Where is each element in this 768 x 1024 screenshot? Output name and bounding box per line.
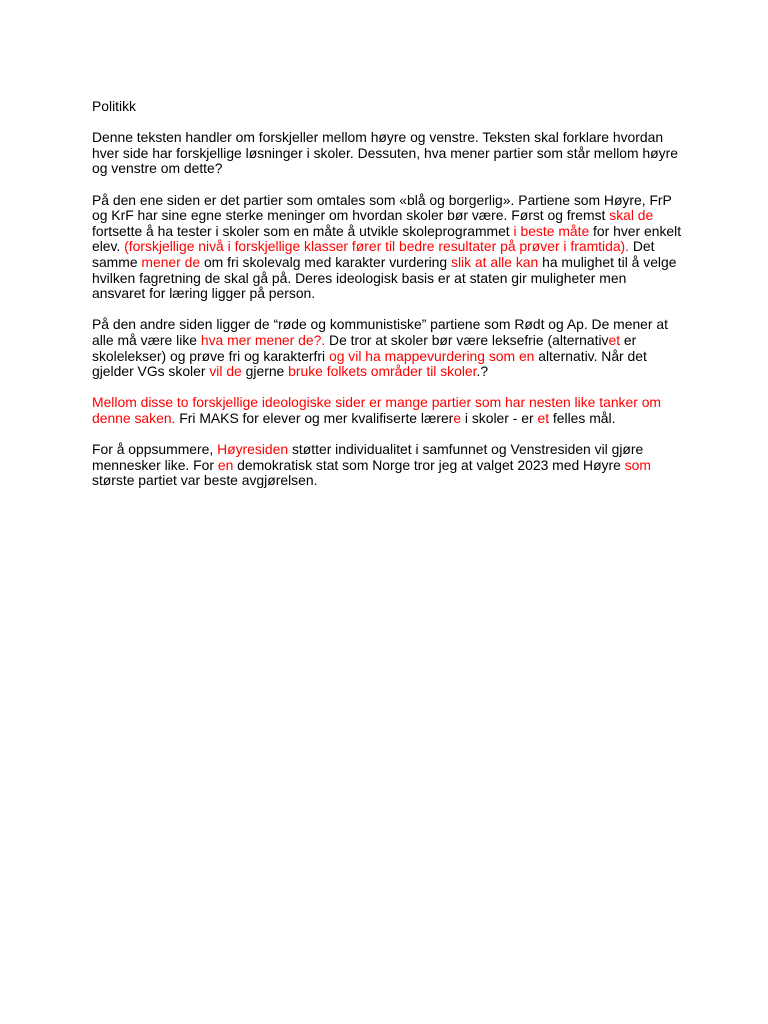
highlighted-text: Mellom disse to forskjellige ideologiske sider er mange partier som har nesten like tanker om denne saken. [92,394,662,426]
document-title: Politikk [92,98,136,114]
text-run: .? [476,363,489,380]
text-run: demokratisk stat som Norge tror jeg at valget 2023 med Høyre [233,456,625,473]
text-run: for hver enkelt elev. [92,222,682,255]
paragraph-intro [92,130,682,177]
text-run: støtter individualitet i samfunnet og Venstresiden vil gjøre mennesker like. For [92,441,644,473]
highlighted-text: (forskjellige nivå i forskjellige klasser fører til bedre resultater på prøver i framtida). [124,238,630,255]
paragraph-conclusion [92,442,682,489]
text-run: Fri MAKS for elever og mer kvalifiserte lærer [175,409,454,426]
text-run: De tror at skoler bør være leksefrie (alternativ [325,331,609,348]
text-run: største partiet var beste avgjørelsen. [92,472,318,489]
text-run: om fri skolevalg med karakter vurdering [200,253,451,270]
highlighted-text: mener de [141,253,201,270]
text-run: fortsette å ha tester i skoler som en måte å utvikle skoleprogrammet [92,222,514,239]
highlighted-text: e [453,409,462,426]
highlighted-text: en [217,456,234,473]
paragraph-left-side [92,317,682,379]
highlighted-text: et [608,331,621,348]
text-run: På den ene siden er det partier som omtales som «blå og borgerlig». Partiene som Høyre, FrP og KrF har sine egne sterke meninger om hvordan skoler bør være. Først og fremst [92,191,672,224]
text-run: i skoler - er [461,409,538,426]
highlighted-text: skal de [609,207,654,224]
text-run: alternativ. Når det gjelder VGs skoler [92,347,647,380]
paragraph-middle-parties [92,395,682,426]
text-run: gjerne [241,363,289,380]
text-run: Det samme [92,238,655,270]
text-run: På den andre siden ligger de “røde og kommunistiske” partiene som Rødt og Ap. De mener at alle må være like [92,316,668,348]
highlighted-text: et [537,409,550,426]
highlighted-text: Høyresiden [217,441,289,458]
text-run: felles mål. [549,409,616,426]
highlighted-text: slik at alle kan [451,253,539,270]
text-run: er skolelekser) og prøve fri og karakterfri [92,331,637,364]
highlighted-text: vil de [209,363,242,380]
highlighted-text: hva mer mener de?. [200,331,326,348]
highlighted-text: som [624,456,651,473]
document-body [92,99,682,504]
paragraph-right-side [92,193,682,302]
text-run: Denne teksten handler om forskjeller mellom høyre og venstre. Teksten skal forklare hvordan hver side har forskjellige løsninger i skoler. Dessuten, hva mener partier som står mellom høyre og venstre om dette? [92,129,678,177]
highlighted-text: bruke folkets områder til skoler [288,363,477,380]
highlighted-text: og vil ha mappevurdering som en [329,347,535,364]
text-run: ha mulighet til å velge hvilken fagretning de skal gå på. Deres ideologisk basis er at staten gir muligheter men ansvaret for læring ligger på person. [92,253,677,302]
highlighted-text: i beste måte [513,222,590,239]
text-run: For å oppsummere, [92,441,218,458]
